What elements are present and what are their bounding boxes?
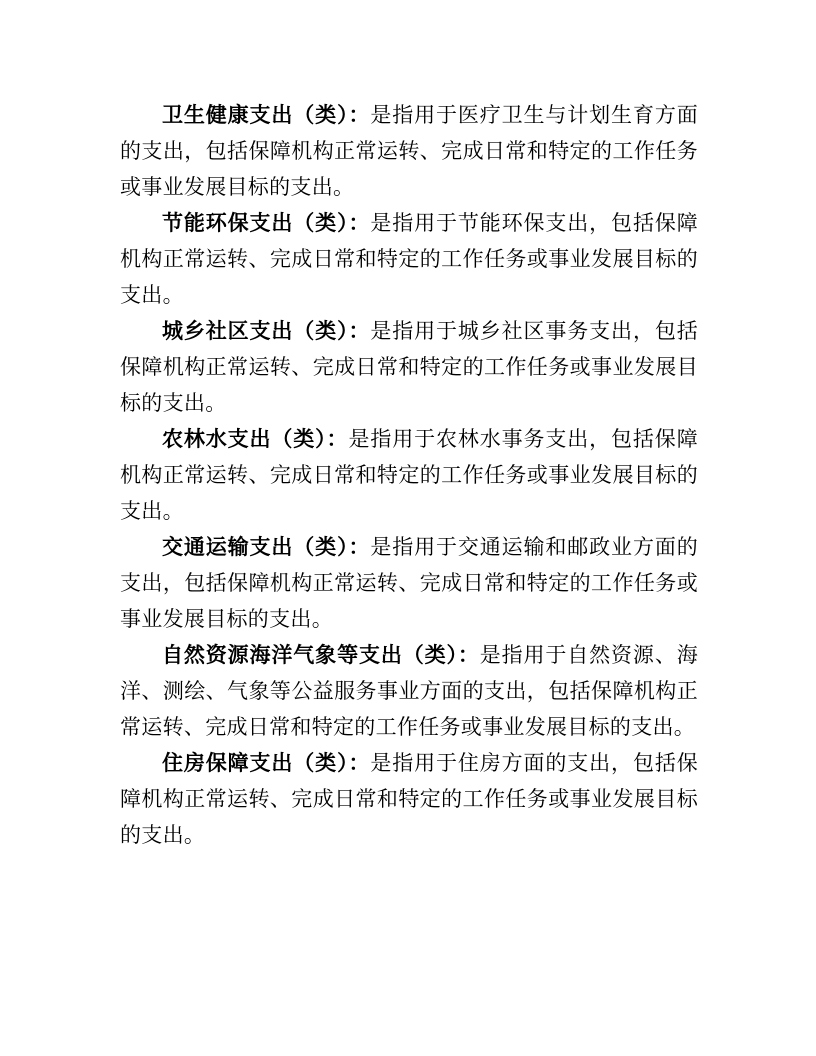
paragraph-agriculture-forestry-water-expenditure [120, 421, 698, 529]
paragraph-housing-security-expenditure [120, 745, 698, 853]
paragraph-transportation-expenditure [120, 529, 698, 637]
paragraph-energy-environment-expenditure [120, 205, 698, 313]
term-urban-rural-community-expenditure: 城乡社区支出（类）： [162, 319, 371, 343]
paragraph-natural-resources-expenditure [120, 637, 698, 745]
term-transportation-expenditure: 交通运输支出（类）： [162, 535, 371, 559]
term-energy-environment-expenditure: 节能环保支出（类）： [162, 211, 371, 235]
definition-natural-resources-expenditure: 是指用于自然资源、海洋、测绘、气象等公益服务事业方面的支出，包括保障机构正常运转、完成日常和特定的工作任务或事业发展目标的支出。 [120, 643, 698, 739]
term-health-expenditure: 卫生健康支出（类）： [162, 103, 371, 127]
term-agriculture-forestry-water-expenditure: 农林水支出（类）： [162, 427, 349, 451]
term-housing-security-expenditure: 住房保障支出（类）： [162, 751, 371, 775]
definition-transportation-expenditure: 是指用于交通运输和邮政业方面的支出，包括保障机构正常运转、完成日常和特定的工作任务或事业发展目标的支出。 [120, 535, 699, 631]
definition-health-expenditure: 是指用于医疗卫生与计划生育方面的支出，包括保障机构正常运转、完成日常和特定的工作任务或事业发展目标的支出。 [120, 103, 699, 199]
definition-agriculture-forestry-water-expenditure: 是指用于农林水事务支出，包括保障机构正常运转、完成日常和特定的工作任务或事业发展目标的支出。 [120, 427, 698, 523]
definition-urban-rural-community-expenditure: 是指用于城乡社区事务支出，包括保障机构正常运转、完成日常和特定的工作任务或事业发展目标的支出。 [120, 319, 699, 415]
paragraph-urban-rural-community-expenditure [120, 313, 698, 421]
paragraph-health-expenditure [120, 97, 698, 205]
definition-housing-security-expenditure: 是指用于住房方面的支出，包括保障机构正常运转、完成日常和特定的工作任务或事业发展目标的支出。 [120, 751, 699, 847]
document-body [120, 97, 698, 853]
definition-energy-environment-expenditure: 是指用于节能环保支出，包括保障机构正常运转、完成日常和特定的工作任务或事业发展目标的支出。 [120, 211, 699, 307]
term-natural-resources-expenditure: 自然资源海洋气象等支出（类）： [162, 643, 480, 667]
